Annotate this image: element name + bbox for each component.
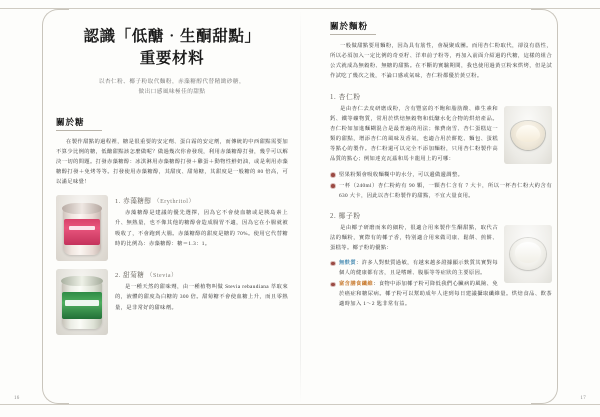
page-title-line1: 認識「低醣‧生酮甜點」 bbox=[83, 28, 261, 45]
page-subtitle bbox=[56, 78, 288, 98]
coconut-flour-bullet-list bbox=[330, 258, 552, 309]
ingredient-number: 2. bbox=[115, 272, 121, 280]
erythritol-jar-photo bbox=[56, 195, 108, 261]
ingredient-title-stevia bbox=[115, 269, 288, 279]
ingredient-item-erythritol bbox=[56, 195, 288, 261]
ingredient-number: 1. bbox=[330, 93, 337, 101]
left-page-column bbox=[56, 20, 288, 391]
list-item bbox=[330, 181, 552, 201]
page-title bbox=[56, 26, 288, 71]
about-sugar-intro-paragraph: 在製作甜點的過程裡，糖是很重要的安定劑、蛋白霜的安定劑，而傳統的中西甜點需要加不算少比例的糖，低醣甜點該怎麼做呢？做過幾次你會發現，利用赤藻糖醇打發，幾乎可以解決一切的問題。打發赤藻糖醇：冰淇淋用赤藻糖醇打發＋雞蛋＋動物性鮮奶油，或是利用赤藻糖醇打發＋免烤等等。打發使用赤藻糖醇，其甜度、甜菊糖，其甜度是一般糖的 80 倍高，可以滿足味覺！ bbox=[56, 138, 288, 186]
ingredient-description-erythritol: 赤藻糖醇是建議的優先選擇，因為它不會使血糖或是胰島素上升、無熱量，也不像其他的糖醇會造成腸胃不適，因為它在小腸就被吸收了，不會跑到大腸。赤藻糖醇的甜度是糖的 70%。使用它代替糖時的比例為：赤藻糖醇：糖＝1.3：1。 bbox=[115, 210, 288, 247]
ingredient-latin-name: （Erythritol） bbox=[153, 199, 195, 206]
ingredient-text-block bbox=[115, 195, 288, 261]
about-flour-section bbox=[330, 20, 552, 82]
bullet-text: 一杯（240ml）杏仁粉約有 90 顆，一顆杏仁含有 7 大卡，所以一杯杏仁粉大約含有 630 大卡，因此以杏仁粉製作的甜點，不宜大量食用。 bbox=[339, 182, 552, 199]
ingredient-item-stevia bbox=[56, 269, 288, 335]
bullet-text: ：許多人對麩質過敏，有越來越多證據顯示麩質其實對每個人的健康都有害，且是嗜睡、腹脹等等症狀的主要原因。 bbox=[339, 260, 498, 277]
ingredient-text-block bbox=[115, 269, 288, 335]
frame-side-left bbox=[42, 35, 43, 378]
bullet-text: 堅果粉類會吸收麵糊中的水分，可以邊做邊調整。 bbox=[339, 171, 464, 178]
ingredient-number: 1. bbox=[115, 198, 121, 206]
ingredient-name: 甜菊糖 bbox=[123, 272, 145, 280]
ingredient-title-almond-flour bbox=[330, 91, 552, 101]
bullet-keyword: 無麩質 bbox=[339, 260, 357, 267]
ingredient-description-almond-flour: 是由杏仁去皮研磨成粉，含有豐富的不飽和脂肪酸、維生素和鈣、鐵等礦物質，常用於烘焙無穀物和低醣水化合物的烘焙產品。杏仁粉如加進麵糊混合是最普遍的用法；像費南雪、杏仁蛋糕這一類的甜點，增添杏仁的風味及香氣，也適合用於餅乾、麵包、蛋糕等點心的製作。杏仁粉還可以完全不添加麵粉，只用杏仁粉製作高品質的點心；例如達克瓦茲和馬卡龍用上的可哪： bbox=[330, 105, 498, 163]
page-title-line2: 重要材料 bbox=[139, 50, 205, 68]
list-item bbox=[330, 279, 552, 309]
section-heading-about-sugar: 關於糖 bbox=[56, 116, 85, 127]
ingredient-description-stevia: 是一種天然的甜味劑，由一種植物叫做 Stevia rebaudiana 萃取來的，液體的甜度為白糖的 300 倍。甜菊糖不會使血糖上升，而且零熱量，是非常好的甜味劑。 bbox=[115, 284, 288, 311]
section-heading-underline bbox=[56, 130, 102, 131]
ingredient-description-coconut-flour: 是由椰子研磨而來的細粉，很適合用來製作生酮甜點，取代古法的麵粉，實際有的椰子香，特別適合用來做司康、鬆餅、煎餅、蛋糕等。椰子粉的優點： bbox=[330, 224, 498, 252]
ingredient-name: 赤藻糖醇 bbox=[123, 198, 152, 206]
stevia-jar-photo bbox=[56, 269, 108, 335]
flour-mound-shape bbox=[516, 125, 541, 142]
bullet-text: ：食物中添加椰子粉可降低我們心臟病的風險、免於癌症和糖尿病。椰子粉可以幫助成年人達到每日建議攝取纖維量。烘焙食品、飲茶適時加入 1～2 匙非常有益。 bbox=[339, 281, 552, 308]
ingredient-item-almond-flour bbox=[330, 91, 552, 201]
ingredient-title-erythritol bbox=[115, 195, 288, 205]
page-gutter bbox=[300, 9, 301, 404]
ingredient-title-coconut-flour bbox=[330, 210, 552, 220]
section-heading-underline bbox=[330, 34, 376, 35]
almond-flour-bowl-photo bbox=[504, 106, 552, 164]
frame-side-right bbox=[557, 35, 558, 378]
almond-flour-bullet-list bbox=[330, 170, 552, 201]
jar-lid-shape bbox=[62, 203, 102, 214]
jar-label-shape bbox=[64, 219, 99, 245]
ingredient-number: 2. bbox=[330, 212, 337, 220]
list-item bbox=[330, 170, 552, 180]
section-heading-about-flour: 關於麵粉 bbox=[330, 21, 369, 31]
about-sugar-section bbox=[56, 116, 288, 188]
page-subtitle-line1: 以杏仁粉、椰子粉取代麵粉，赤藻糖醇代替精緻砂糖， bbox=[98, 78, 246, 85]
page-number-right: 17 bbox=[580, 396, 586, 401]
list-item bbox=[330, 258, 552, 278]
page-bottom-rule bbox=[0, 404, 600, 405]
page-number-left: 16 bbox=[14, 396, 20, 401]
jar-lid-shape bbox=[61, 276, 103, 286]
ingredient-name: 杏仁粉 bbox=[338, 93, 361, 101]
ingredient-name: 椰子粉 bbox=[338, 212, 361, 220]
jar-label-shape bbox=[62, 292, 102, 320]
ingredient-item-coconut-flour bbox=[330, 210, 552, 310]
page-subtitle-line2: 做出口感風味極佳的甜點 bbox=[138, 88, 206, 95]
about-flour-intro-paragraph: 一般做甜點要用麵粉，因為具有筋性，會凝聚成團。而用杏仁粉取代，卻沒有筋性，所以必須加入一定比例的奇亞籽、洋車前子粉等，再加入前面介紹過的代糖，這樣的組合公式就成為無穀粉、無糖的甜點。在不斷的實驗期間，我也使用過黃豆粉來烘烤，但是試作試吃了幾次之後，不論口感或氣味，杏仁粉都優於黃豆粉。 bbox=[330, 43, 552, 80]
bullet-keyword: 富含膳食纖維 bbox=[339, 281, 374, 288]
right-page-column bbox=[330, 20, 552, 391]
ingredient-latin-name: （Stevia） bbox=[146, 273, 178, 280]
